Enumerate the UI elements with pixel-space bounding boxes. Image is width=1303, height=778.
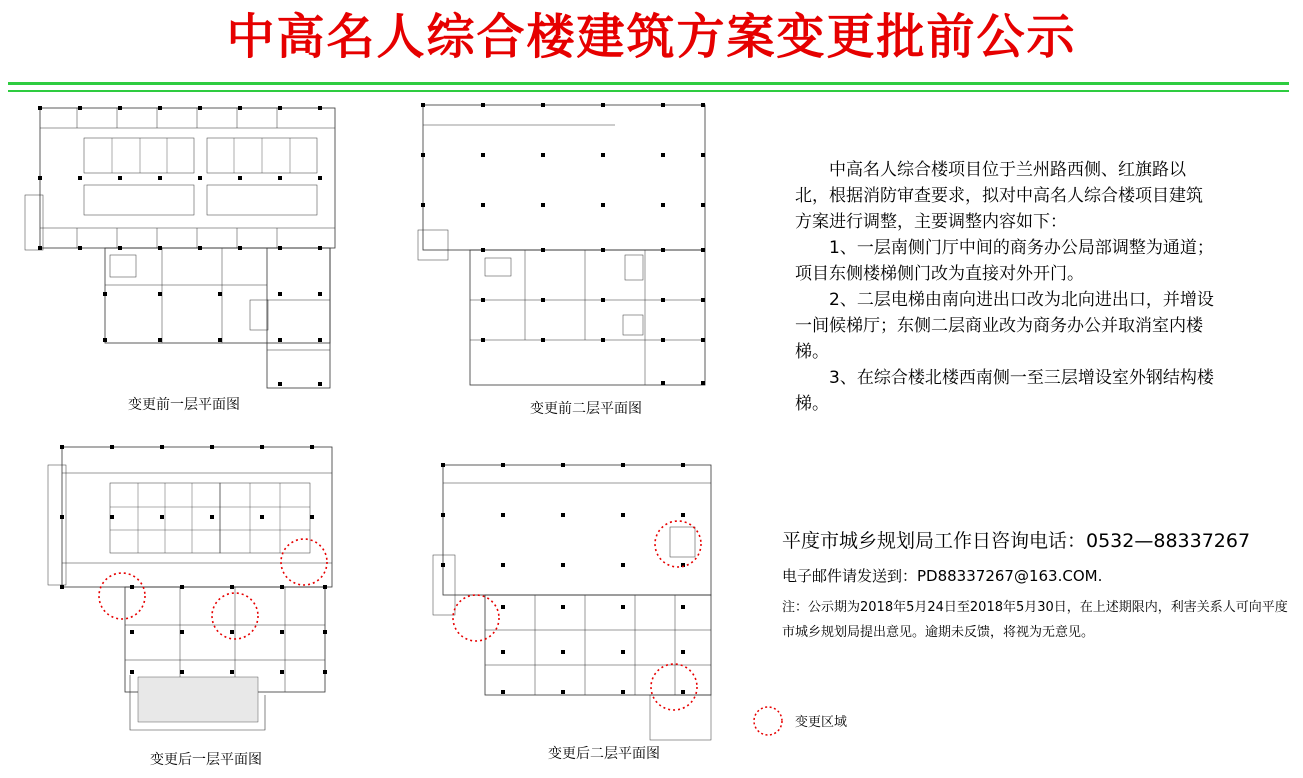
page-title: 中高名人综合楼建筑方案变更批前公示 [226,9,1077,65]
caption-after-2f: 变更后二层平面图 [548,746,660,762]
description-item-1: 1、一层南侧门厅中间的商务办公局部调整为通道；项目东侧楼梯侧门改为直接对外开门。 [795,238,1214,284]
floor-plan-after-2f [425,455,725,745]
floor-plan-before-2f [415,100,715,390]
description-intro: 中高名人综合楼项目位于兰州路西侧、红旗路以北，根据消防审查要求，拟对中高名人综合楼项目建筑方案进行调整，主要调整内容如下： [795,160,1203,232]
legend-label: 变更区域 [795,715,848,730]
legend-circle-icon [751,704,785,742]
header-divider-top [8,82,1289,85]
header-divider-bottom [8,90,1289,92]
description-item-3: 3、在综合楼北楼西南侧一至三层增设室外钢结构楼梯。 [795,368,1214,414]
consult-phone: 平度市城乡规划局工作日咨询电话：0532—88337267 [782,530,1251,552]
change-description [795,157,1215,417]
notice-note: 注：公示期为2018年5月24日至2018年5月30日，在上述期限内，利害关系人可向平度市城乡规划局提出意见。逾期未反馈，将视为无意见。 [782,600,1288,640]
floor-plan-before-1f [22,100,342,390]
contact-email: 电子邮件请发送到：PD88337267@163.COM. [782,567,1103,585]
caption-before-2f: 变更前二层平面图 [530,401,642,417]
description-item-2: 2、二层电梯由南向进出口改为北向进出口，并增设一间候梯厅；东侧二层商业改为商务办公并取消室内楼梯。 [795,290,1214,362]
caption-before-1f: 变更前一层平面图 [128,397,240,413]
caption-after-1f: 变更后一层平面图 [150,752,262,768]
floor-plan-after-1f [40,425,350,745]
